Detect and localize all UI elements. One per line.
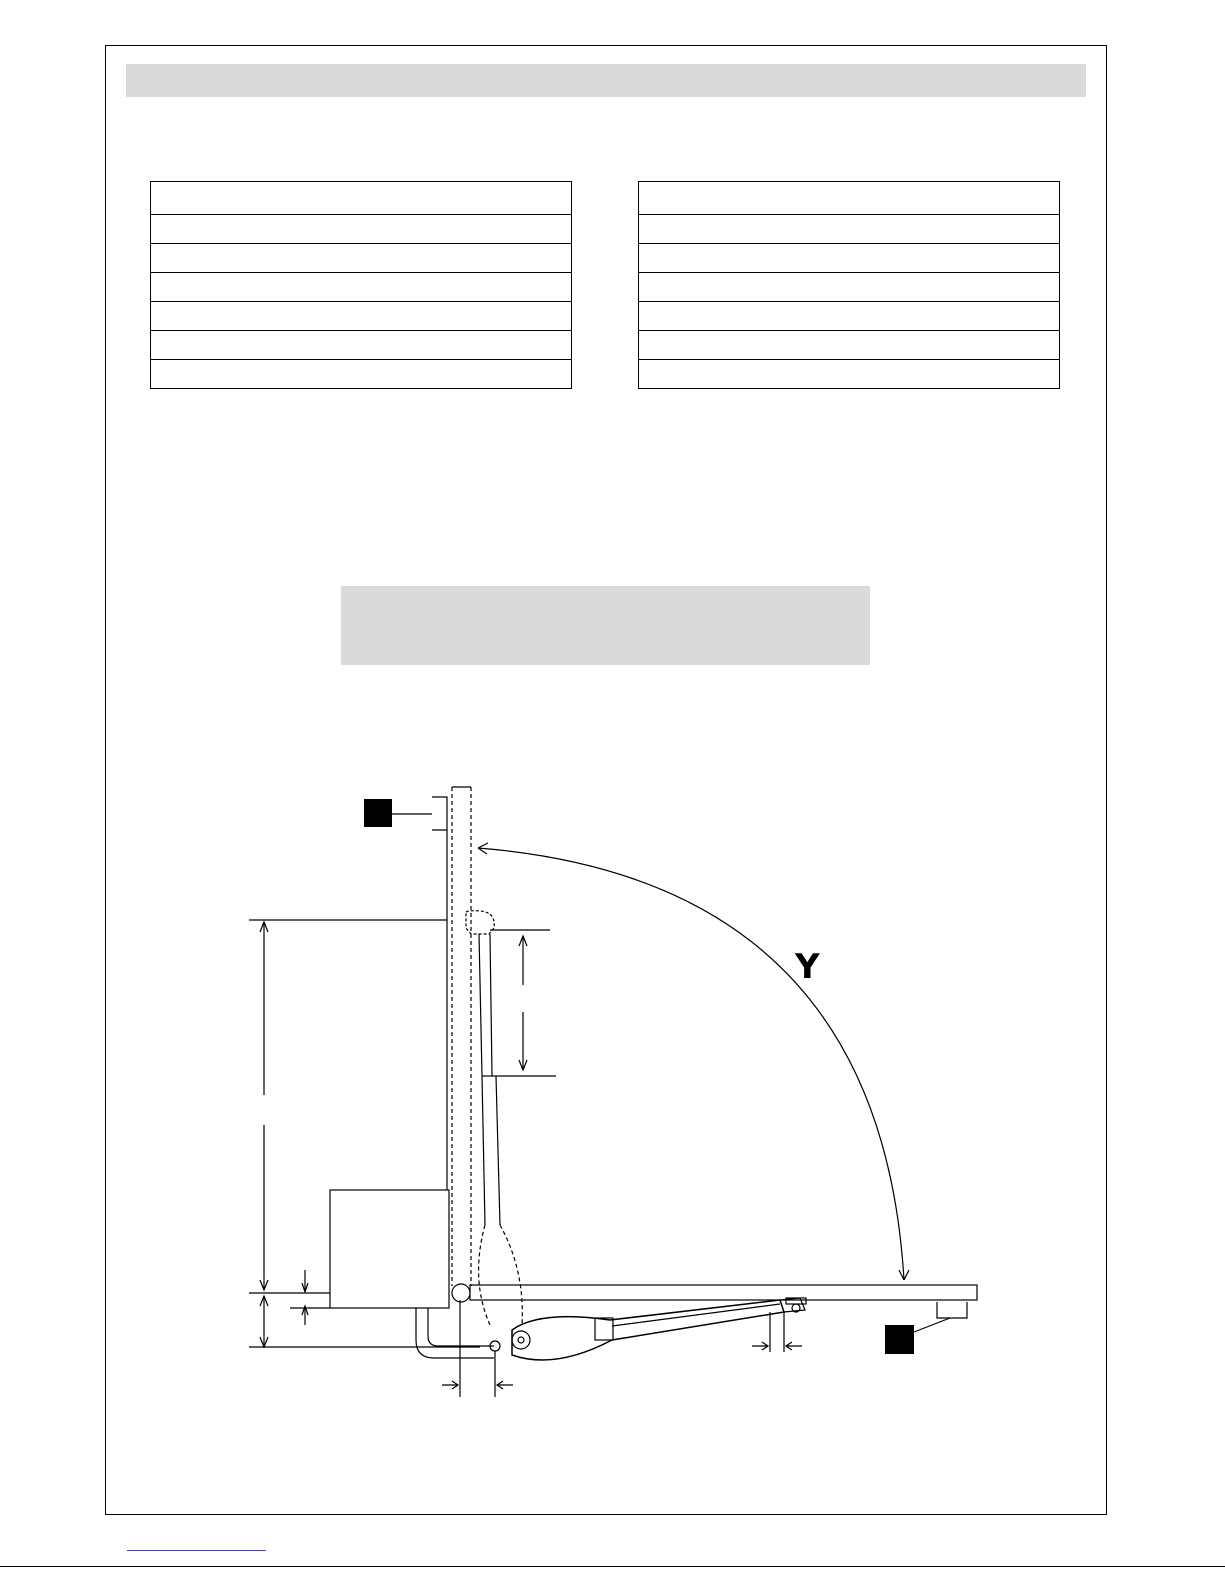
- leader-line: [914, 1318, 950, 1332]
- gate-leaf-closed: [470, 1285, 977, 1300]
- opening-angle-arc: [478, 848, 904, 1280]
- rear-bracket: [416, 1308, 494, 1358]
- gate-stop-bottom: [937, 1302, 967, 1318]
- dimension-arrows: [442, 1381, 458, 1389]
- angle-label: Y: [795, 947, 820, 987]
- actuator-open-position: [466, 911, 522, 1325]
- hinge-pivot: [452, 1284, 470, 1302]
- actuator-closed-position: [490, 1298, 806, 1360]
- black-square-marker-icon: [364, 799, 392, 827]
- gate-leaf-open: [452, 787, 471, 1286]
- pillar-block: [330, 1190, 449, 1308]
- gate-stop-top: [432, 797, 447, 830]
- dimension-arrows: [786, 1342, 802, 1350]
- footer-rule: [0, 1566, 1225, 1567]
- footer-link-underline[interactable]: [127, 1550, 266, 1551]
- dimension-arrows: [497, 1381, 513, 1389]
- black-square-marker-icon: [885, 1325, 914, 1354]
- dimension-arrows: [752, 1342, 768, 1350]
